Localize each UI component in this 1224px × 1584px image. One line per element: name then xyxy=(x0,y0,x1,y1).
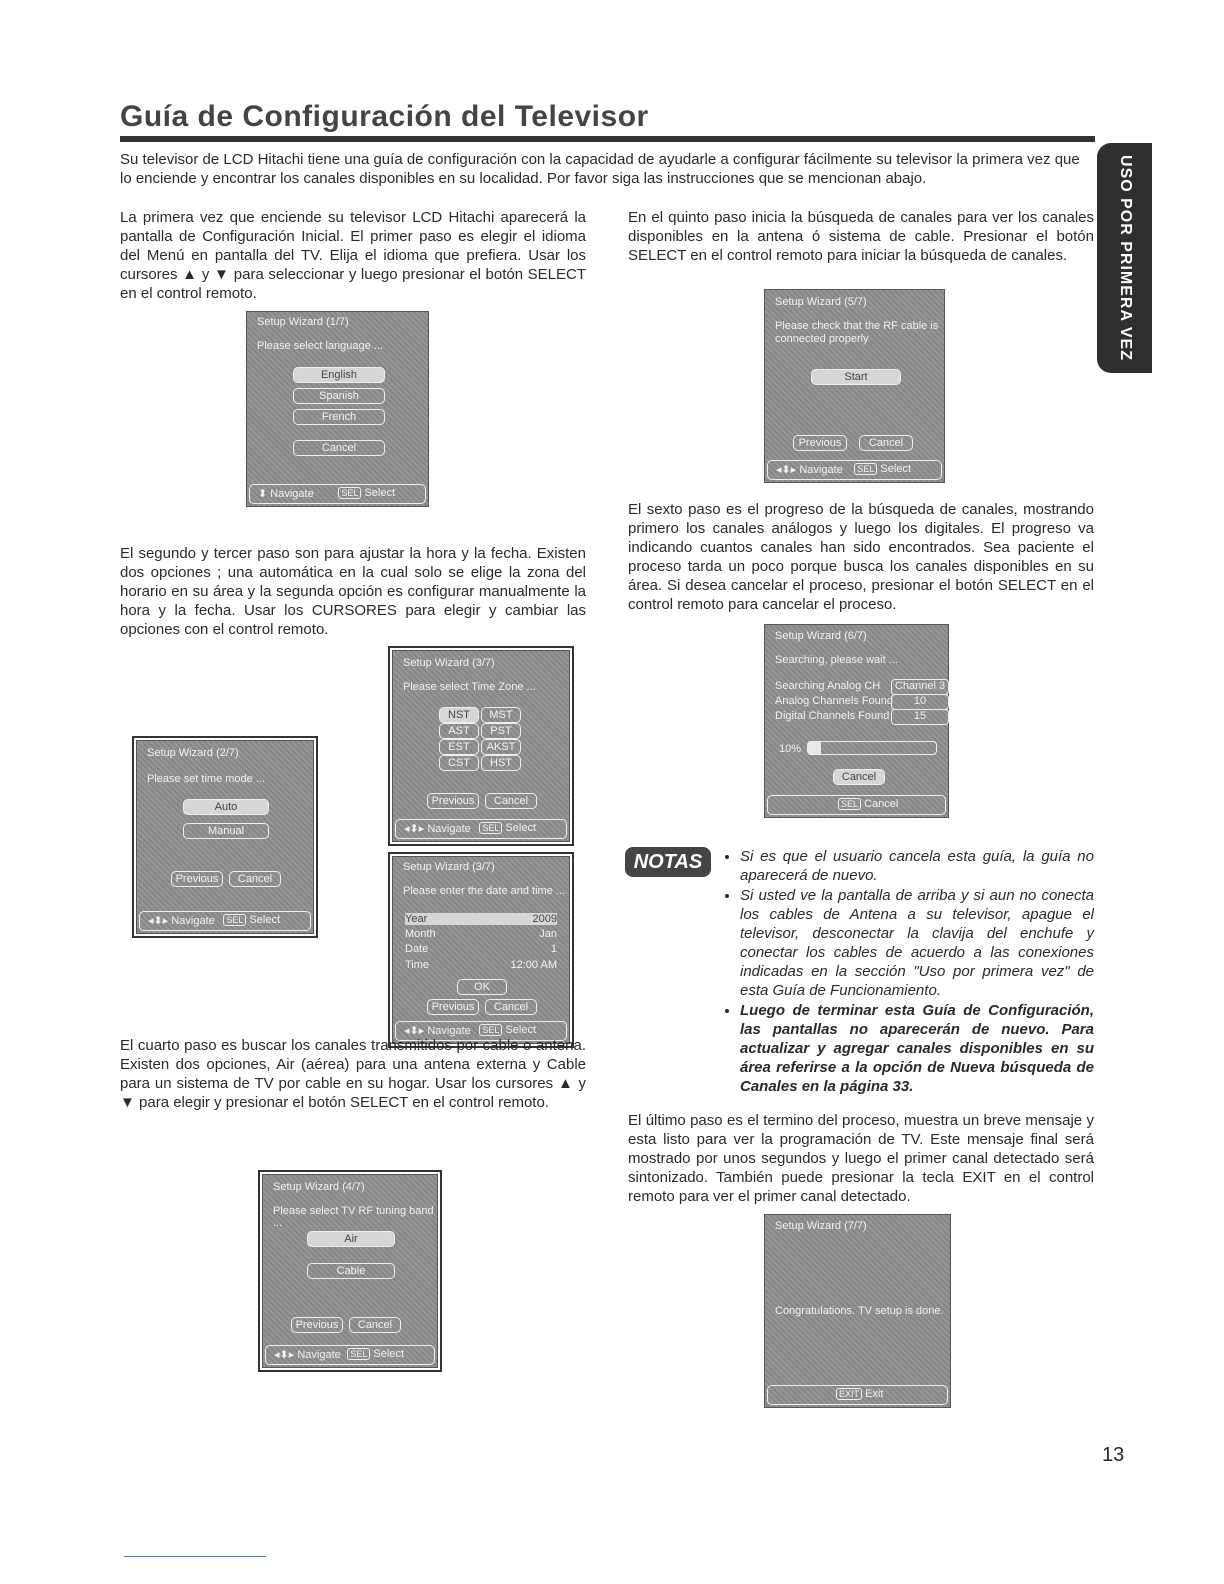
step4-paragraph: El cuarto paso es buscar los canales transmitidos por cable o antena. Existen dos opciones, Air (aérea) para una antena externa y Cable para un sistema de TV por cable en su hogar. Usar los cursores ▲ y ▼ para elegir y presionar el botón SELECT en el control remoto. xyxy=(120,1037,586,1111)
setup-wizard-screen-5 xyxy=(764,289,945,483)
page-title: Guía de Configuración del Televisor xyxy=(120,100,649,133)
step6-paragraph: El sexto paso es el progreso de la búsqueda de canales, mostrando primero los canales análogos y luego los digitales. El progreso va indicando cuantos canales han sido encontrados. Sea paciente el proceso tarda un poco porque busca los canales disponibles en su área. Si desea cancelar el proceso, presionar el botón SELECT en el control remoto para cancelar el proceso. xyxy=(628,501,1094,613)
zone-ast[interactable]: AST xyxy=(439,723,479,739)
step1-paragraph: La primera vez que enciende su televisor LCD Hitachi aparecerá la pantalla de Configuración Inicial. El primer paso es elegir el idioma del Menú en pantalla del TV. Elija el idioma que prefiera. Usar los cursores ▲ y ▼ para seleccionar y luego presionar el botón SELECT en el control remoto. xyxy=(120,209,586,302)
screen-title: Setup Wizard (1/7) xyxy=(257,316,349,328)
previous-button[interactable]: Previous xyxy=(427,999,479,1015)
row-value: 1 xyxy=(550,943,557,955)
screen-title: Setup Wizard (2/7) xyxy=(147,747,239,759)
setup-wizard-screen-3-datetime xyxy=(392,856,570,1044)
screen-prompt-line2: connected properly xyxy=(775,333,869,345)
title-rule xyxy=(120,136,1095,142)
select-label: Select xyxy=(373,1348,404,1360)
navigate-label: Navigate xyxy=(171,915,215,927)
notes-badge: NOTAS xyxy=(625,847,711,877)
select-label: Select xyxy=(505,822,536,834)
option-manual[interactable]: Manual xyxy=(183,823,269,839)
navigate-icon: ◂⬍▸ xyxy=(274,1349,295,1361)
date-row-time[interactable] xyxy=(405,959,557,971)
step2-paragraph: El segundo y tercer paso son para ajustar la hora y la fecha. Existen dos opciones ; una automática en la cual solo se elige la zona del horario en su área y la segunda opción es configurar manualmente la hora y la fecha. Usar los CURSORES para elegir y cambiar las opciones con el control remoto. xyxy=(120,545,586,638)
previous-button[interactable]: Previous xyxy=(427,793,479,809)
progress-bar xyxy=(807,741,937,755)
sel-key-icon: SEL xyxy=(347,1348,370,1360)
screen-footer xyxy=(139,911,311,931)
screen-title: Setup Wizard (7/7) xyxy=(775,1220,867,1232)
row-label: Date xyxy=(405,943,429,955)
cancel-button[interactable]: Cancel xyxy=(485,793,537,809)
side-tab xyxy=(1097,143,1152,373)
zone-cst[interactable]: CST xyxy=(439,755,479,771)
setup-wizard-screen-6 xyxy=(764,624,949,818)
digital-found-label: Digital Channels Found xyxy=(775,710,890,722)
setup-wizard-screen-2 xyxy=(136,740,314,934)
screen-prompt: Please enter the date and time ... xyxy=(403,885,566,897)
sel-key-icon: SEL xyxy=(479,1024,502,1036)
previous-button[interactable]: Previous xyxy=(171,871,223,887)
setup-wizard-screen-4 xyxy=(262,1174,438,1368)
note-item: • Si es que el usuario cancela esta guía, la guía no aparecerá de nuevo. xyxy=(740,847,1094,885)
page-number: 13 xyxy=(1102,1444,1125,1466)
setup-wizard-screen-7 xyxy=(764,1214,951,1408)
screen-footer xyxy=(249,484,426,504)
analog-found-value: 10 xyxy=(891,694,949,710)
sel-key-icon: SEL xyxy=(223,914,246,926)
navigate-icon: ◂⬍▸ xyxy=(148,915,169,927)
ok-button[interactable]: OK xyxy=(457,979,507,995)
select-label: Select xyxy=(505,1024,536,1036)
date-row-date[interactable] xyxy=(405,943,557,955)
setup-wizard-screen-3-timezone xyxy=(392,650,570,842)
step5-paragraph: En el quinto paso inicia la búsqueda de canales para ver los canales disponibles en la antena ó sistema de cable. Presionar el botón SELECT en el control remoto para iniciar la búsqueda de canales. xyxy=(628,209,1094,264)
zone-akst[interactable]: AKST xyxy=(481,739,521,755)
date-row-year[interactable] xyxy=(405,913,557,925)
row-value: Jan xyxy=(539,928,557,940)
row-value: 12:00 AM xyxy=(510,959,557,971)
analog-found-label: Analog Channels Found xyxy=(775,695,894,707)
screen-footer xyxy=(767,460,942,480)
navigate-icon: ◂⬍▸ xyxy=(776,464,797,476)
note-item: • Si usted ve la pantalla de arriba y si aun no conecta los cables de Antena a su televisor, apague el televisor, desconectar la clavija del enchufe y conectar los cables de acuerdo a las conexiones indicadas en la sección "Uso por primera vez" de esta Guía de Funcionamiento. xyxy=(740,886,1094,1000)
navigate-label: Navigate xyxy=(427,823,471,835)
previous-button[interactable]: Previous xyxy=(291,1317,343,1333)
progress-fill xyxy=(808,742,821,754)
cancel-button[interactable]: Cancel xyxy=(485,999,537,1015)
screen-prompt: Please select TV RF tuning band ... xyxy=(273,1205,434,1229)
screen-title: Setup Wizard (6/7) xyxy=(775,630,867,642)
screen-prompt: Searching, please wait ... xyxy=(775,654,898,666)
option-cable[interactable]: Cable xyxy=(307,1263,395,1279)
sel-key-icon: SEL xyxy=(854,463,877,475)
option-spanish[interactable]: Spanish xyxy=(293,388,385,404)
select-label: Select xyxy=(364,487,395,499)
cancel-button[interactable]: Cancel xyxy=(349,1317,401,1333)
select-label: Select xyxy=(880,463,911,475)
notes-list xyxy=(722,847,1094,1097)
previous-button[interactable]: Previous xyxy=(793,435,847,451)
screen-title: Setup Wizard (3/7) xyxy=(403,657,495,669)
row-label: Time xyxy=(405,959,430,971)
search-row-value: Channel 3 xyxy=(891,679,949,695)
cancel-button[interactable]: Cancel xyxy=(859,435,913,451)
navigate-label: Navigate xyxy=(427,1025,471,1037)
screen-prompt: Please select language ... xyxy=(257,340,383,352)
zone-est[interactable]: EST xyxy=(439,739,479,755)
screen-title: Setup Wizard (4/7) xyxy=(273,1181,365,1193)
navigate-label: Navigate xyxy=(799,464,843,476)
exit-key-icon: EXIT xyxy=(836,1388,862,1400)
zone-hst[interactable]: HST xyxy=(481,755,521,771)
screen-title: Setup Wizard (3/7) xyxy=(403,861,495,873)
cancel-label: Cancel xyxy=(864,798,899,810)
screen-prompt-line1: Please check that the RF cable is xyxy=(775,320,939,332)
row-value: 2009 xyxy=(532,913,557,925)
screen-title: Setup Wizard (5/7) xyxy=(775,296,867,308)
cancel-button[interactable]: Cancel xyxy=(293,440,385,456)
navigate-icon: ◂⬍▸ xyxy=(404,1025,425,1037)
screen-footer xyxy=(767,795,946,815)
zone-pst[interactable]: PST xyxy=(481,723,521,739)
search-row-label: Searching Analog CH xyxy=(775,680,881,692)
side-tab-label: USO POR PRIMERA VEZ xyxy=(1116,155,1134,361)
screen-prompt: Please select Time Zone ... xyxy=(403,681,536,693)
navigate-icon: ◂⬍▸ xyxy=(404,823,425,835)
step7-paragraph: El último paso es el termino del proceso, muestra un breve mensaje y esta listo para ver la programación de TV. Este mensaje final será mostrado por unos segundos y luego el primer canal detectado será sintonizado. También puede presionar la tecla EXIT en el control remoto para ver el primer canal detectado. xyxy=(628,1112,1094,1205)
exit-label[interactable]: Exit xyxy=(865,1388,884,1400)
navigate-icon: ⬍ xyxy=(258,488,268,500)
cancel-button[interactable]: Cancel xyxy=(229,871,281,887)
option-english[interactable]: English xyxy=(293,367,385,383)
sel-key-icon: SEL xyxy=(838,798,861,810)
sel-key-icon: SEL xyxy=(338,487,361,499)
completion-message: Congratulations. TV setup is done. xyxy=(775,1305,944,1317)
setup-wizard-screen-1 xyxy=(246,311,429,507)
start-button[interactable]: Start xyxy=(811,369,901,385)
select-label: Select xyxy=(249,914,280,926)
option-french[interactable]: French xyxy=(293,409,385,425)
option-auto[interactable]: Auto xyxy=(183,799,269,815)
cancel-button[interactable]: Cancel xyxy=(833,769,885,785)
screen-footer xyxy=(395,819,567,839)
row-label: Year xyxy=(405,913,428,925)
progress-label: 10% xyxy=(779,743,802,755)
screen-prompt: Please set time mode ... xyxy=(147,773,265,785)
navigate-label: Navigate xyxy=(297,1349,341,1361)
row-label: Month xyxy=(405,928,436,940)
screen-footer xyxy=(767,1385,948,1405)
navigate-label: Navigate xyxy=(270,488,314,500)
date-row-month[interactable] xyxy=(405,928,557,940)
note-item: • Luego de terminar esta Guía de Configuración, las pantallas no aparecerán de nuevo. Para actualizar y agregar canales disponibles en su área referirse a la opción de Nueva búsqueda de Canales en la página 33. xyxy=(740,1001,1094,1096)
screen-footer xyxy=(265,1345,435,1365)
sel-key-icon: SEL xyxy=(479,822,502,834)
option-air[interactable]: Air xyxy=(307,1231,395,1247)
intro-paragraph: Su televisor de LCD Hitachi tiene una guía de configuración con la capacidad de ayudarle a configurar fácilmente su televisor la primera vez que lo enciende y encontrar los canales disponibles en su localidad. Por favor siga las instrucciones que se mencionan abajo. xyxy=(120,151,1080,187)
footer-link-line xyxy=(124,1556,266,1557)
zone-nst[interactable]: NST xyxy=(439,707,479,723)
zone-mst[interactable]: MST xyxy=(481,707,521,723)
digital-found-value: 15 xyxy=(891,709,949,725)
